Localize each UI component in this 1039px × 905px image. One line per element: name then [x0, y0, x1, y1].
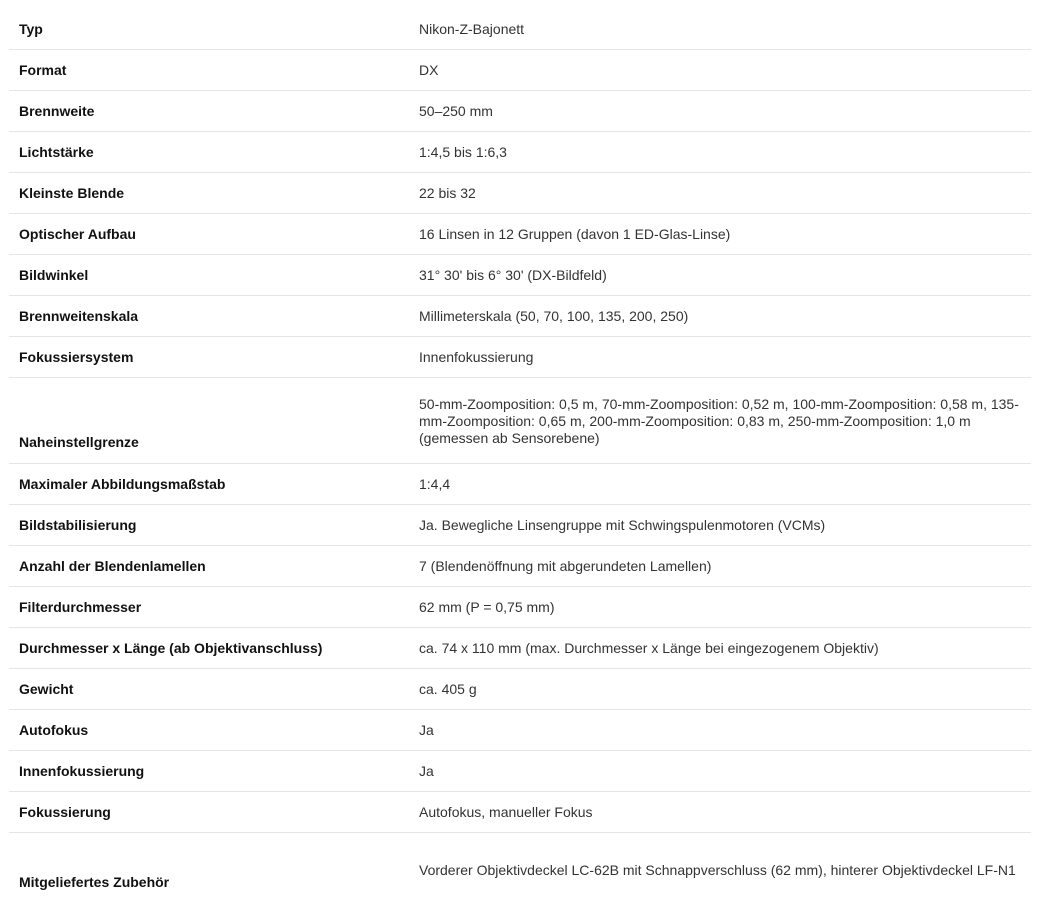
spec-label: Bildstabilisierung	[9, 505, 409, 546]
spec-label: Fokussiersystem	[9, 337, 409, 378]
spec-value: Vorderer Objektivdeckel LC-62B mit Schnappverschluss (62 mm), hinterer Objektivdeckel LF-N1	[409, 833, 1031, 905]
spec-value: ca. 405 g	[409, 669, 1031, 710]
spec-label: Innenfokussierung	[9, 751, 409, 792]
spec-row-typ	[9, 9, 1031, 50]
spec-row-lichtstaerke	[9, 132, 1031, 173]
spec-value: Ja	[409, 751, 1031, 792]
spec-label: Bildwinkel	[9, 255, 409, 296]
spec-value: 62 mm (P = 0,75 mm)	[409, 587, 1031, 628]
spec-value: 7 (Blendenöffnung mit abgerundeten Lamellen)	[409, 546, 1031, 587]
spec-label: Maximaler Abbildungsmaßstab	[9, 464, 409, 505]
spec-value: Millimeterskala (50, 70, 100, 135, 200, 250)	[409, 296, 1031, 337]
spec-row-brennweitenskala	[9, 296, 1031, 337]
spec-label: Durchmesser x Länge (ab Objektivanschluss)	[9, 628, 409, 669]
spec-value: DX	[409, 50, 1031, 91]
spec-row-kleinste-blende	[9, 173, 1031, 214]
spec-row-bildstabilisierung	[9, 505, 1031, 546]
spec-table	[9, 9, 1031, 905]
spec-row-fokussiersystem	[9, 337, 1031, 378]
spec-label: Brennweite	[9, 91, 409, 132]
spec-label: Naheinstellgrenze	[9, 378, 409, 464]
spec-label: Typ	[9, 9, 409, 50]
spec-row-gewicht	[9, 669, 1031, 710]
spec-label: Mitgeliefertes Zubehör	[9, 833, 409, 905]
spec-label: Anzahl der Blendenlamellen	[9, 546, 409, 587]
spec-value: Innenfokussierung	[409, 337, 1031, 378]
spec-value: Ja	[409, 710, 1031, 751]
spec-value: 50–250 mm	[409, 91, 1031, 132]
spec-label: Gewicht	[9, 669, 409, 710]
spec-value: 50-mm-Zoomposition: 0,5 m, 70-mm-Zoomposition: 0,52 m, 100-mm-Zoomposition: 0,58 m, 135-mm-Zoomposition: 0,65 m, 200-mm-Zoomposition: 0,83 m, 250-mm-Zoomposition: 1,0 m (gemessen ab Sensorebene)	[409, 378, 1031, 464]
spec-value: Autofokus, manueller Fokus	[409, 792, 1031, 833]
spec-row-innenfokussierung	[9, 751, 1031, 792]
spec-value: ca. 74 x 110 mm (max. Durchmesser x Länge bei eingezogenem Objektiv)	[409, 628, 1031, 669]
spec-value: 22 bis 32	[409, 173, 1031, 214]
spec-label: Kleinste Blende	[9, 173, 409, 214]
spec-label: Autofokus	[9, 710, 409, 751]
spec-label: Lichtstärke	[9, 132, 409, 173]
spec-row-format	[9, 50, 1031, 91]
spec-value: 1:4,4	[409, 464, 1031, 505]
spec-value: 16 Linsen in 12 Gruppen (davon 1 ED-Glas-Linse)	[409, 214, 1031, 255]
spec-label: Fokussierung	[9, 792, 409, 833]
spec-row-bildwinkel	[9, 255, 1031, 296]
spec-row-optischer-aufbau	[9, 214, 1031, 255]
spec-row-fokussierung	[9, 792, 1031, 833]
spec-row-durchmesser-laenge	[9, 628, 1031, 669]
spec-value: Ja. Bewegliche Linsengruppe mit Schwingspulenmotoren (VCMs)	[409, 505, 1031, 546]
spec-value: Nikon-Z-Bajonett	[409, 9, 1031, 50]
spec-label: Format	[9, 50, 409, 91]
spec-label: Brennweitenskala	[9, 296, 409, 337]
spec-label: Optischer Aufbau	[9, 214, 409, 255]
spec-row-autofokus	[9, 710, 1031, 751]
spec-row-zubehoer	[9, 833, 1031, 905]
spec-row-brennweite	[9, 91, 1031, 132]
spec-row-abbildungsmassstab	[9, 464, 1031, 505]
spec-value: 1:4,5 bis 1:6,3	[409, 132, 1031, 173]
spec-row-blendenlamellen	[9, 546, 1031, 587]
spec-row-naheinstellgrenze	[9, 378, 1031, 464]
spec-label: Filterdurchmesser	[9, 587, 409, 628]
spec-row-filterdurchmesser	[9, 587, 1031, 628]
spec-value: 31° 30' bis 6° 30' (DX-Bildfeld)	[409, 255, 1031, 296]
